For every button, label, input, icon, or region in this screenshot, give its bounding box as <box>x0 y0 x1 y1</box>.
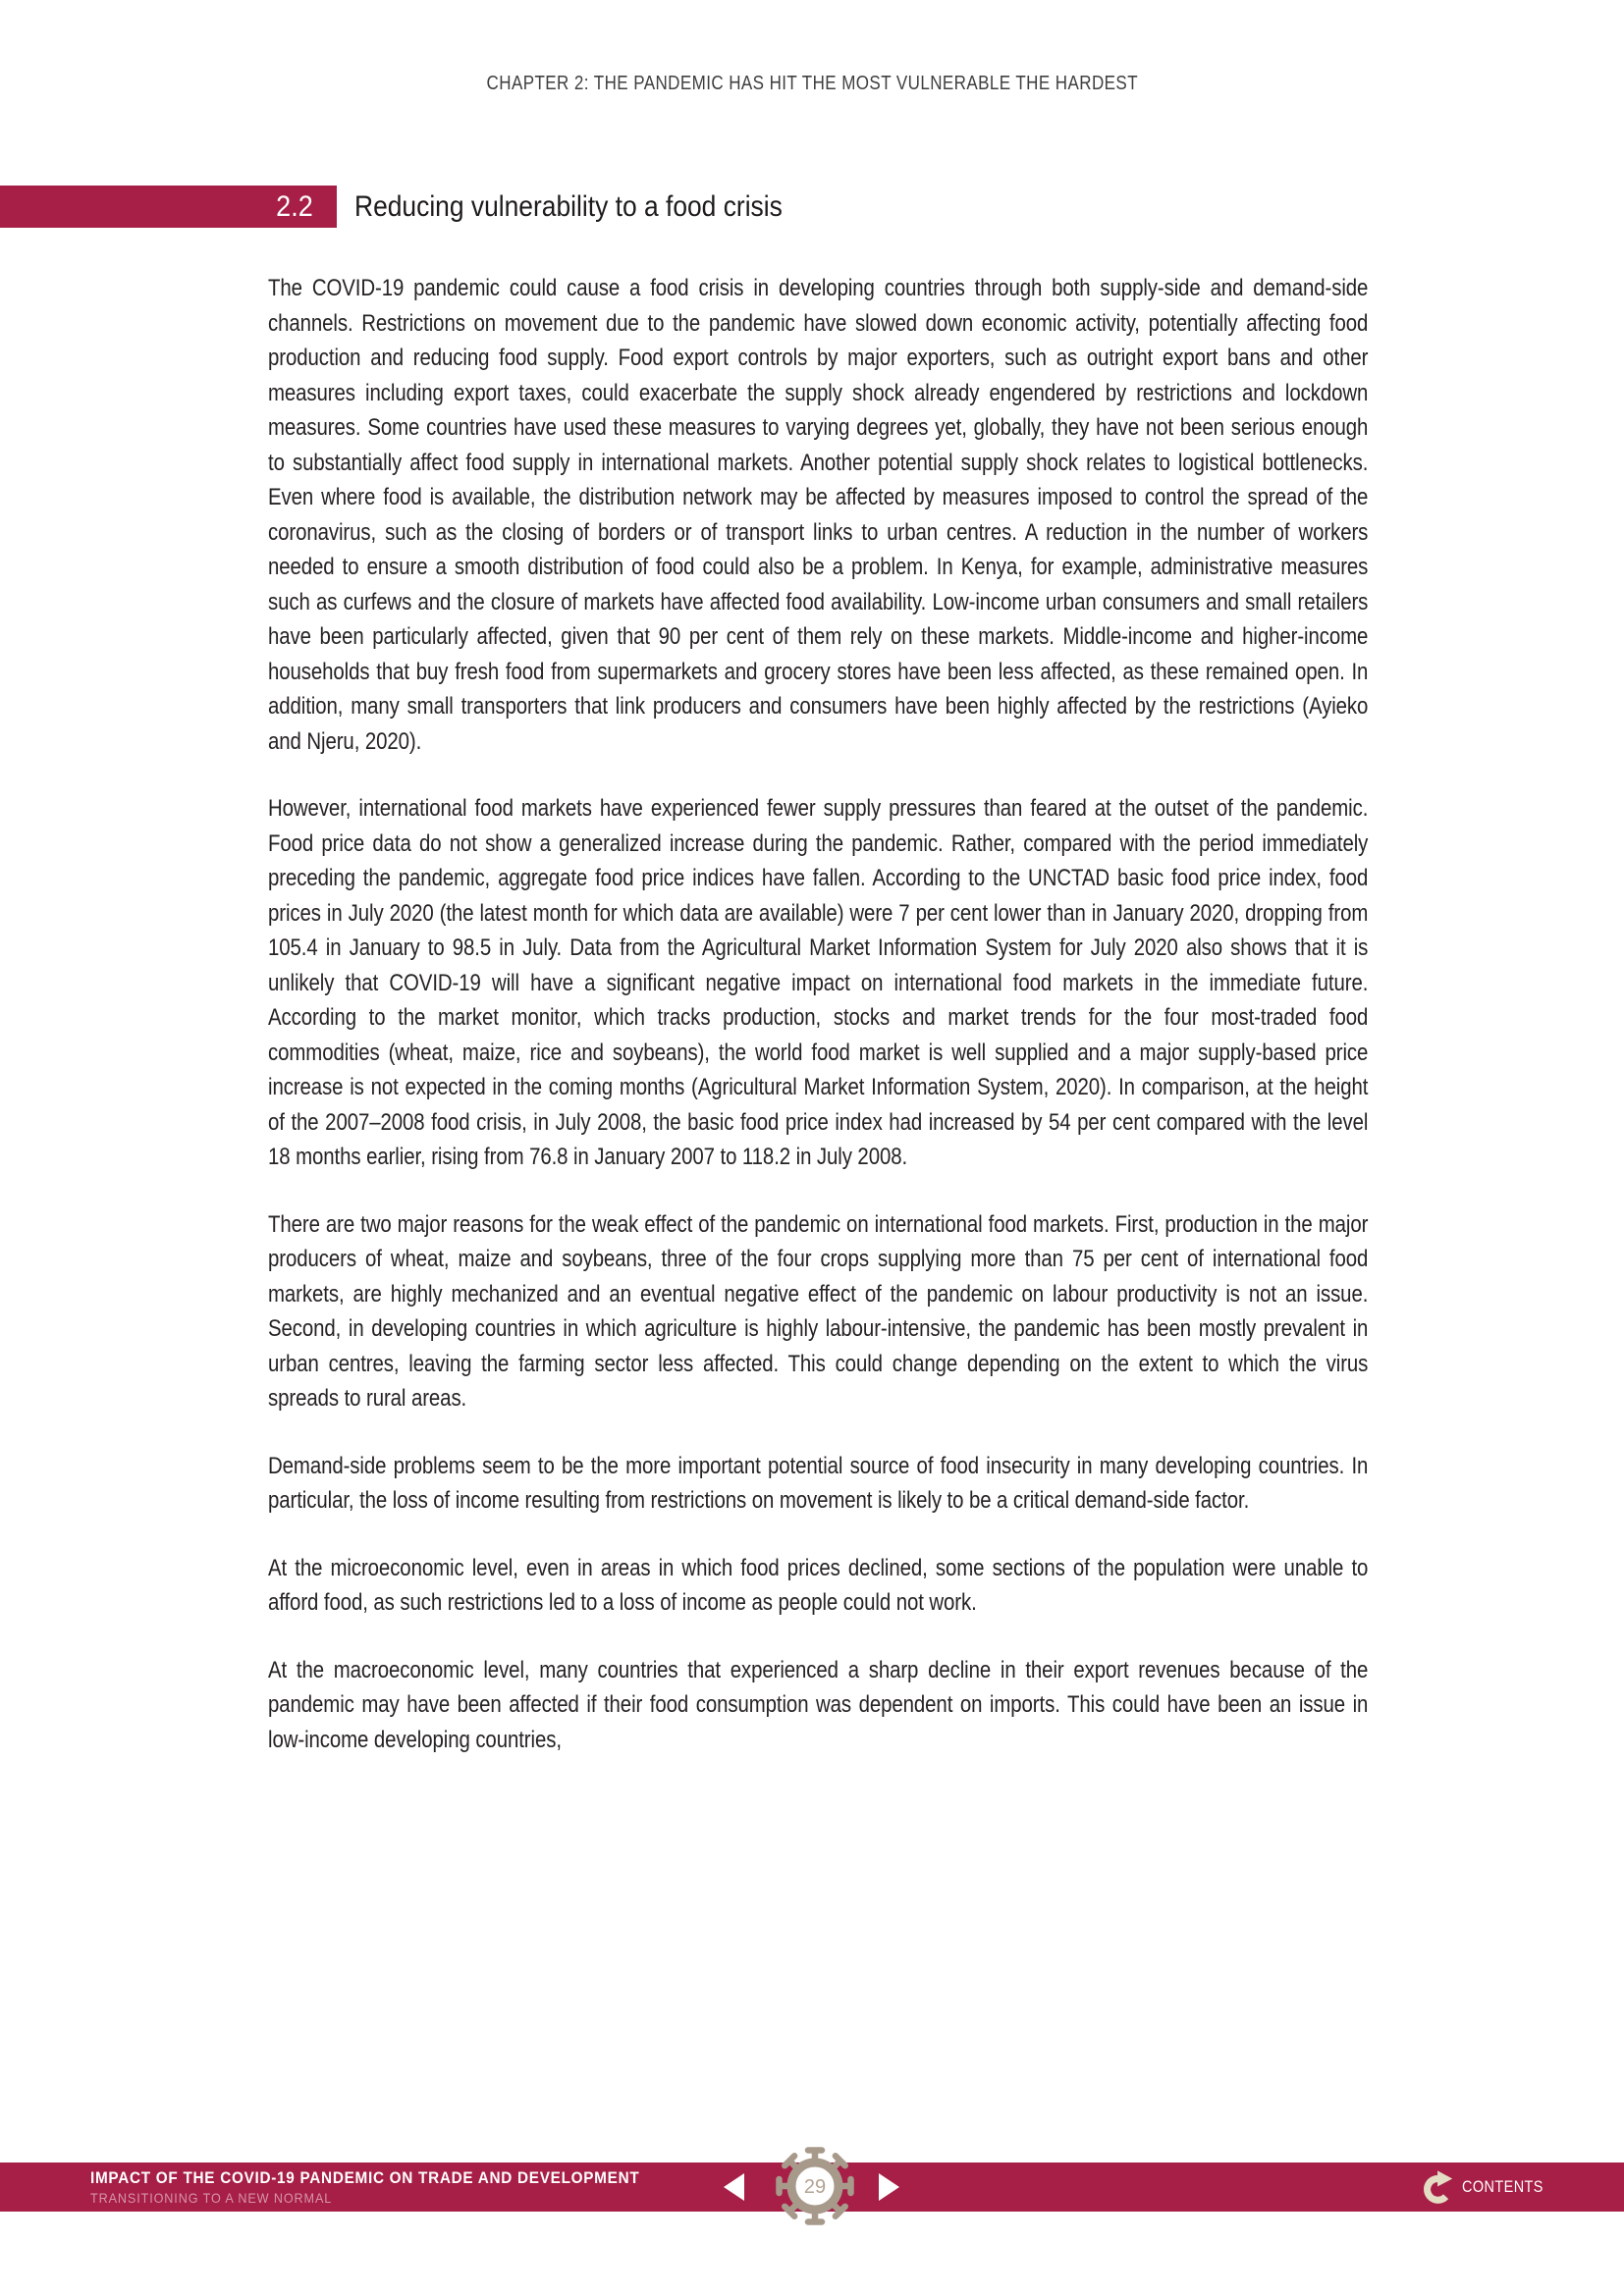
return-arrow-icon <box>1420 2168 1457 2206</box>
paragraph: At the macroeconomic level, many countries that experienced a sharp decline in their export revenues because of the pandemic may have been affected if their food consumption was dependent on imports. This could have been an issue in low-income developing countries, <box>268 1656 1369 1753</box>
section-number: 2.2 <box>276 189 313 223</box>
section-number-bar <box>0 186 337 228</box>
section-heading <box>0 186 840 228</box>
paragraph: The COVID-19 pandemic could cause a food crisis in developing countries through both supply-side and demand-side channels. Restrictions on movement due to the pandemic have slowed down economic activity, potentially affecting food production and reducing food supply. Food export controls by major exporters, such as outright export bans and other measures including export taxes, could exacerbate the supply shock already engendered by restrictions and lockdown measures. Some countries have used these measures to varying degrees yet, globally, they have not been serious enough to substantially affect food supply in international markets. Another potential supply shock relates to logistical bottlenecks. Even where food is available, the distribution network may be affected by measures imposed to control the spread of the coronavirus, such as the closing of borders or of transport links to urban centres. A reduction in the number of workers needed to ensure a smooth distribution of food could also be a problem. In Kenya, for example, administrative measures such as curfews and the closure of markets have affected food availability. Low-income urban consumers and small retailers have been particularly affected, given that 90 per cent of them rely on these markets. Middle-income and higher-income households that buy fresh food from supermarkets and grocery stores have been less affected, as these remained open. In addition, many small transporters that link producers and consumers have been highly affected by the restrictions (Ayieko and Njeru, 2020). <box>268 275 1369 755</box>
contents-label: CONTENTS <box>1462 2177 1543 2196</box>
paragraph: However, international food markets have experienced fewer supply pressures than feared at the outset of the pandemic. Food price data do not show a generalized increase during the pandemic. Rather, compared with the period immediately preceding the pandemic, aggregate food price indices have fallen. According to the UNCTAD basic food price index, food prices in July 2020 (the latest month for which data are available) were 7 per cent lower than in January 2020, dropping from 105.4 in January to 98.5 in July. Data from the Agricultural Market Information System for July 2020 also shows that it is unlikely that COVID-19 will have a significant negative impact on international food markets in the immediate future. According to the market monitor, which tracks production, stocks and market trends for the four most-traded food commodities (wheat, maize, rice and soybeans), the world food market is well supplied and a major supply-based price increase is not expected in the coming months (Agricultural Market Information System, 2020). In comparison, at the height of the 2007–2008 food crisis, in July 2008, the basic food price index had increased by 54 per cent compared with the level 18 months earlier, rising from 76.8 in January 2007 to 118.2 in July 2008. <box>268 795 1369 1170</box>
virus-page-badge-icon <box>771 2142 859 2230</box>
paragraph: At the microeconomic level, even in areas in which food prices declined, some sections of the population were unable to afford food, as such restrictions led to a loss of income as people could not work. <box>268 1554 1369 1616</box>
footer-report-title: IMPACT OF THE COVID-19 PANDEMIC ON TRADE AND DEVELOPMENT <box>90 2168 640 2187</box>
paragraph: There are two major reasons for the weak effect of the pandemic on international food markets. First, production in the major producers of wheat, maize and soybeans, three of the four crops supplying more than 75 per cent of international food markets, are highly mechanized and an eventual negative effect of the pandemic on labour productivity is not an issue. Second, in developing countries in which agriculture is highly labour-intensive, the pandemic has been mostly prevalent in urban centres, leaving the farming sector less affected. This could change depending on the extent to which the virus spreads to rural areas. <box>268 1210 1369 1412</box>
page-number: 29 <box>803 2176 827 2198</box>
next-page-icon[interactable] <box>879 2173 899 2201</box>
chapter-header-text: CHAPTER 2: THE PANDEMIC HAS HIT THE MOST VULNERABLE THE HARDEST <box>486 73 1138 94</box>
contents-link[interactable] <box>1420 2163 1558 2212</box>
running-header <box>0 73 1624 95</box>
section-title: Reducing vulnerability to a food crisis <box>354 189 783 223</box>
body-text <box>268 271 1368 1757</box>
footer-report-subtitle: TRANSITIONING TO A NEW NORMAL <box>90 2190 333 2206</box>
prev-page-icon[interactable] <box>724 2173 744 2201</box>
footer-report-info <box>90 2163 701 2212</box>
paragraph: Demand-side problems seem to be the more important potential source of food insecurity in many developing countries. In particular, the loss of income resulting from restrictions on movement is likely to be a critical demand-side factor. <box>268 1452 1369 1514</box>
